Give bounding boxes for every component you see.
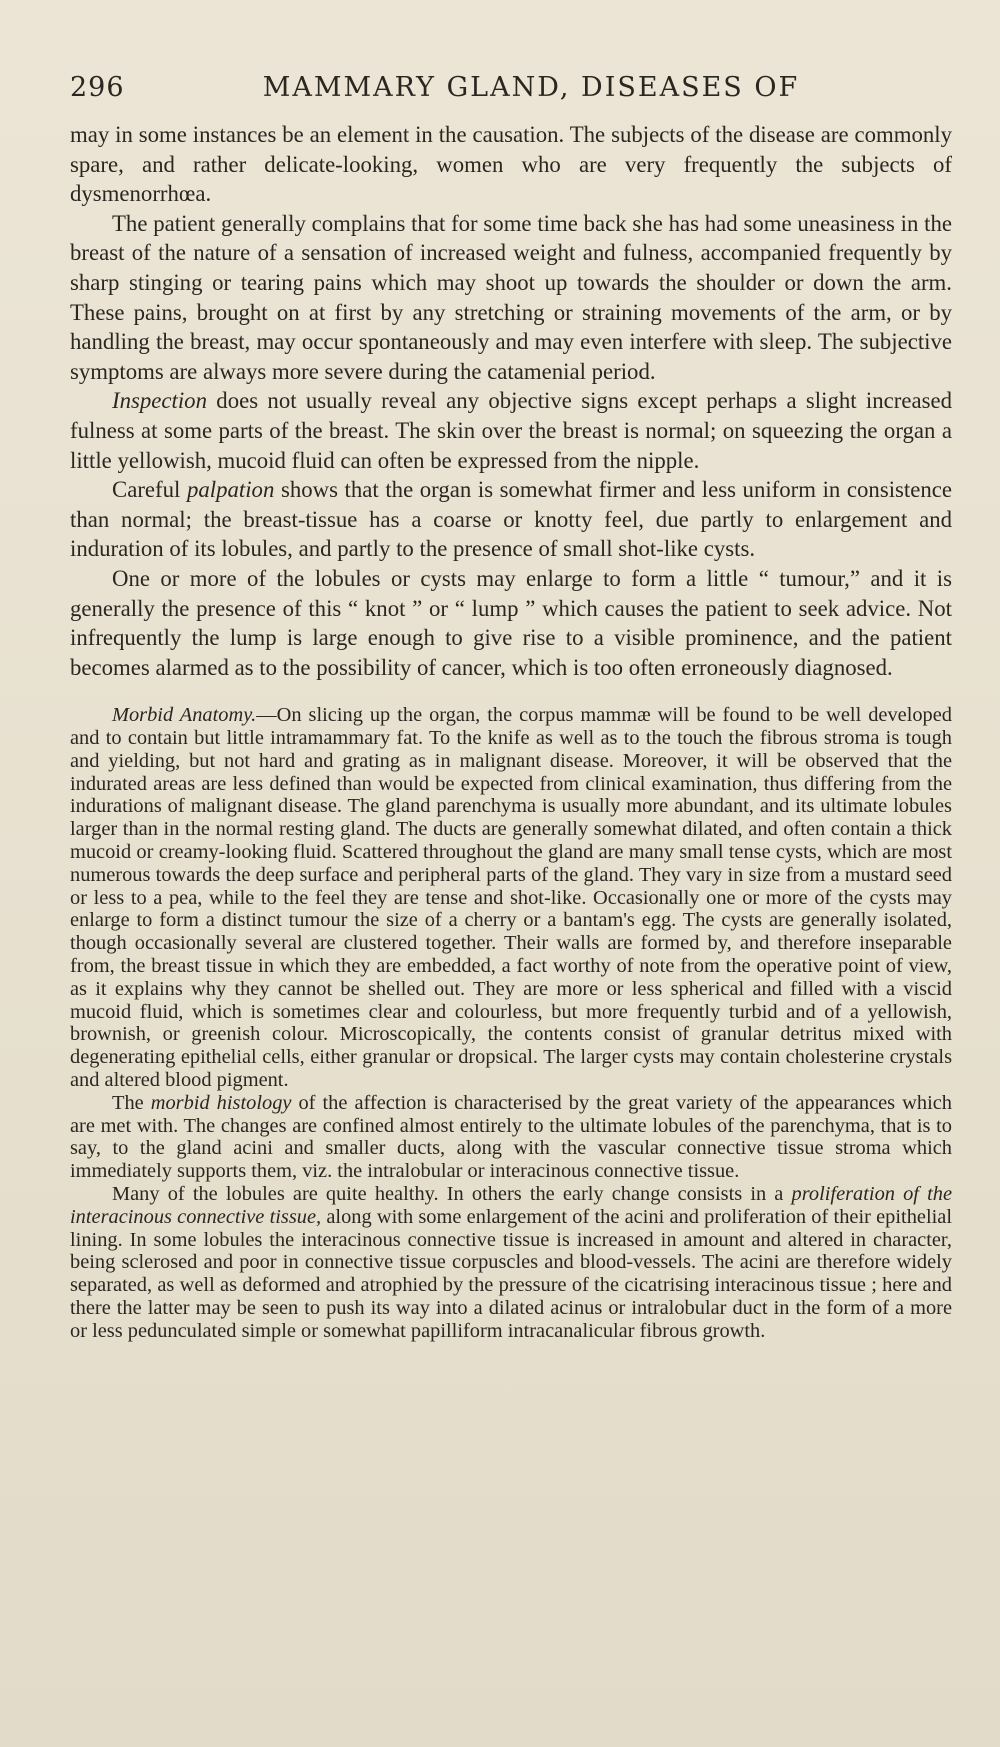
morbid-anatomy-text: —On slicing up the organ, the corpus mammæ will be found to be well developed and to contain but little intramammary fat. To the knife as well as to the touch the fibrous stroma is tough and yielding, but not hard and grating as in malignant disease. Moreover, it will be observed that the indurated areas are less defined than would be expected from clinical examination, thus differing from the indurations of malignant disease. The gland parenchyma is usually more abundant, and its ultimate lobules larger than in the normal resting gland. The ducts are generally somewhat dilated, and often contain a thick mucoid or creamy-looking fluid. Scattered throughout the gland are many small tense cysts, which are most numerous towards the deep surface and peripheral parts of the gland. They vary in size from a mustard seed or less to a pea, while to the feel they are tense and shot-like. Occasionally one or more of the cysts may enlarge to form a distinct tumour the size of a cherry or a bantam's egg. The cysts are generally isolated, though occasionally several are clustered together. Their walls are formed by, and therefore inseparable from, the breast tissue in which they are embedded, a fact worthy of note from the operative point of view, as it explains why they cannot be shelled out. They are more or less spherical and filled with a viscid mucoid fluid, which is sometimes clear and colourless, but more frequently turbid and of a yellowish, brownish, or greenish colour. Microscopically, the contents consist of granular detritus mixed with degenerating epithelial cells, either granular or dropsical. The larger cysts may contain cholesterine crystals and altered blood pigment. xyxy=(70,704,952,1092)
paragraph-4-text: shows that the organ is somewhat firmer and less uniform in consistence than normal; the breast-tissue has a coarse or knotty feel, due partly to enlargement and induration of its lobules, and partly to the presence of small shot-like cysts. xyxy=(70,477,952,562)
term-proliferation: proliferation of the interacinous connective tissue, xyxy=(70,1183,952,1228)
term-morbid-anatomy: Morbid Anatomy. xyxy=(112,704,257,727)
morbid-anatomy-paragraph xyxy=(70,704,952,1092)
paragraph-2: The patient generally complains that for some time back she has had some uneasiness in the breast of the nature of a sensation of increased weight and fulness, accompanied frequently by sharp stinging or tearing pains which may shoot up towards the shoulder or down the arm. These pains, brought on at first by any stretching or straining movements of the arm, or by handling the breast, may occur spontaneously and may even interfere with sleep. The subjective symptoms are always more severe during the catamenial period. xyxy=(70,210,952,384)
lobules-start: Many of the lobules are quite healthy. In others the early change consists in a xyxy=(112,1183,792,1206)
morbid-histology-text: of the affection is characterised by the great variety of the appearances which are met with. The changes are confined almost entirely to the ultimate lobules of the parenchyma, that is to say, to the gland acini and smaller ducts, along with the vascular connective tissue stroma which immediately supports them, viz. the intralobular or interacinous connective tissue. xyxy=(70,1091,952,1183)
paragraph-4-start: Careful xyxy=(112,477,187,503)
main-text xyxy=(70,120,952,682)
small-print-section xyxy=(70,704,952,1342)
paragraph-4 xyxy=(70,475,952,564)
paragraph-5: One or more of the lobules or cysts may enlarge to form a little “ tumour,” and it is generally the presence of this “ knot ” or “ lump ” which causes the patient to seek advice. Not infrequently the lump is large enough to give rise to a visible prominence, and the patient becomes alarmed as to the possibility of cancer, which is too often erroneously diagnosed. xyxy=(70,565,952,680)
term-inspection: Inspection xyxy=(112,388,207,414)
lobules-text: along with some enlargement of the acini and proliferation of their epithelial lining. In some lobules the interacinous connective tissue is increased in amount and altered in character, being sclerosed and poor in connective tissue corpuscles and blood-vessels. The acini are therefore widely separated, as well as deformed and atrophied by the pressure of the cicatrising interacinous tissue ; here and there the latter may be seen to push its way into a dilated acinus or intralobular duct in the form of a more or less pedunculated simple or somewhat papilliform intracanalicular fibrous growth. xyxy=(70,1205,952,1342)
term-morbid-histology: morbid histology xyxy=(150,1091,292,1114)
lobules-paragraph xyxy=(70,1183,952,1343)
page-number: 296 xyxy=(70,72,125,103)
term-palpation: palpation xyxy=(186,477,275,503)
paragraph-3-text: does not usually reveal any objective signs except perhaps a slight increased fulness at some parts of the breast. The skin over the breast is normal; on squeezing the organ a little yellowish, mucoid fluid can often be expressed from the nipple. xyxy=(70,388,952,473)
page-header xyxy=(70,72,952,112)
morbid-histology-start: The xyxy=(112,1091,151,1114)
paragraph-1: may in some instances be an element in the causation. The subjects of the disease are commonly spare, and rather delicate-looking, women who are very frequently the subjects of dysmenorrhœa. xyxy=(70,122,952,207)
paragraph-3 xyxy=(70,386,952,475)
running-head: MAMMARY GLAND, DISEASES OF xyxy=(262,72,800,103)
morbid-histology-paragraph xyxy=(70,1092,952,1183)
